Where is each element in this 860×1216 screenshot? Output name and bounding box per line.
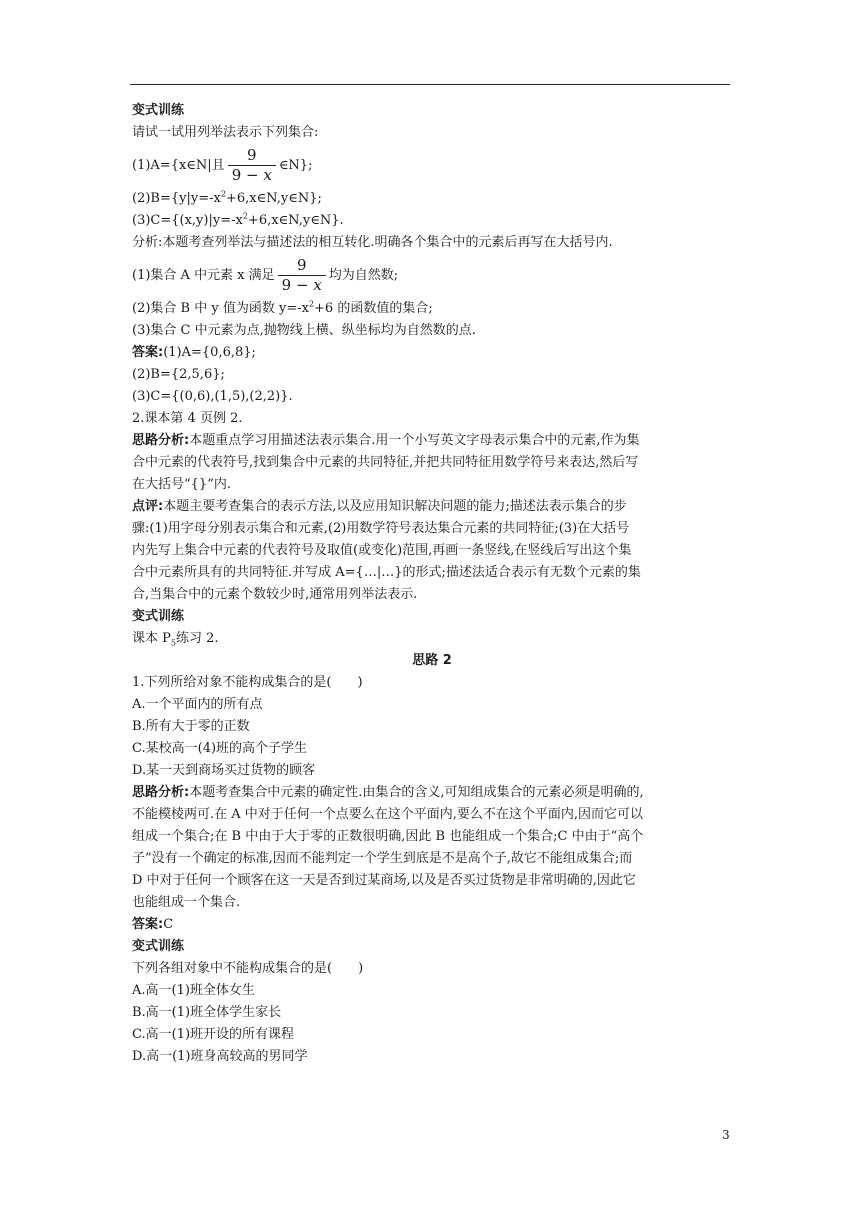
example-reference: 2.课本第 4 页例 2. <box>132 411 243 426</box>
fraction-denominator: 9 − x <box>278 275 326 293</box>
paragraph-line: 骤:(1)用字母分别表示集合和元素,(2)用数学符号表达集合元素的共同特征;(3)在大括号 <box>132 521 630 536</box>
set-a-prefix: (1)A={x∈N|且 <box>132 158 225 173</box>
answer-line: 答案:C <box>132 917 174 932</box>
answer-c: (3)C={(0,6),(1,5),(2,2)}. <box>132 389 293 404</box>
paragraph-line: D 中对于任何一个顾客在这一天是否到过某商场,以及是否买过货物是非常明确的,因此它 <box>132 873 636 888</box>
reasoning-analysis: 思路分析:本题考查集合中元素的确定性.由集合的含义,可知组成集合的元素必须是明确的, <box>132 785 644 800</box>
fraction-numerator: 9 <box>296 256 307 274</box>
comment-paragraph: 点评:本题主要考查集合的表示方法,以及应用知识解决问题的能力;描述法表示集合的步 <box>132 499 627 514</box>
option-c: C.高一(1)班开设的所有课程 <box>132 1027 295 1042</box>
paragraph-line: 合,当集合中的元素个数较少时,通常用列举法表示. <box>132 587 418 602</box>
analysis-paragraph: 分析:本题考查列举法与描述法的相互转化.明确各个集合中的元素后再写在大括号内. <box>132 235 613 250</box>
option-c: C.某校高一(4)班的高个子学生 <box>132 741 308 756</box>
paragraph-line: 不能模棱两可.在 A 中对于任何一个点要么在这个平面内,要么不在这个平面内,因而它可以 <box>132 807 644 822</box>
paragraph-line: 也能组成一个集合. <box>132 895 241 910</box>
section-heading-variant-training: 变式训练 <box>132 939 185 954</box>
reasoning-analysis: 思路分析:本题重点学习用描述法表示集合.用一个小写英文字母表示集合中的元素,作为集 <box>132 433 640 448</box>
option-a: A.一个平面内的所有点 <box>132 697 263 712</box>
paragraph-line: 合中元素的代表符号,找到集合中元素的共同特征,并把共同特征用数学符号来表达,然后写 <box>132 455 639 470</box>
answer-line: 答案:(1)A={0,6,8}; <box>132 345 256 360</box>
exercise-prompt: 请试一试用列举法表示下列集合: <box>132 125 319 140</box>
fraction-denominator: 9 − x <box>228 165 276 183</box>
answer-label: 答案: <box>132 917 164 932</box>
section-heading-variant-training: 变式训练 <box>132 103 185 118</box>
reasoning-label: 思路分析: <box>132 433 190 448</box>
answer-label: 答案: <box>132 345 164 360</box>
option-d: D.高一(1)班身高较高的男同学 <box>132 1049 308 1064</box>
header-rule <box>130 84 730 85</box>
question-1: 1.下列所给对象不能构成集合的是( ) <box>132 675 363 690</box>
reasoning-label: 思路分析: <box>132 785 190 800</box>
option-a: A.高一(1)班全体女生 <box>132 983 255 998</box>
paragraph-line: 合中元素所具有的共同特征.并写成 A={…|…}的形式;描述法适合表示有无数个元素的集 <box>132 565 641 580</box>
page-number: 3 <box>722 1128 730 1142</box>
answer-b: (2)B={2,5,6}; <box>132 367 225 382</box>
page-body <box>132 100 732 1068</box>
analysis-set-c: (3)集合 C 中元素为点,抛物线上横、纵坐标均为自然数的点. <box>132 323 476 338</box>
textbook-exercise: 课本 $P_5$练习 2. <box>132 631 219 648</box>
fraction-9-over-9-minus-x <box>228 148 276 183</box>
fraction-numerator: 9 <box>246 146 257 164</box>
comment-label: 点评: <box>132 499 164 514</box>
section-heading-variant-training: 变式训练 <box>132 609 185 624</box>
set-a-definition <box>132 144 732 188</box>
option-d: D.某一天到商场买过货物的顾客 <box>132 763 316 778</box>
option-b: B.高一(1)班全体学生家长 <box>132 1005 282 1020</box>
section-heading-approach-2: 思路 2 <box>412 653 452 668</box>
question-2: 下列各组对象中不能构成集合的是( ) <box>132 961 364 976</box>
set-c-definition: $(3)C=\{(x,y)|y=-x^2+6,x\in N,y\in N\}$. <box>132 211 344 228</box>
option-b: B.所有大于零的正数 <box>132 719 250 734</box>
analysis-set-a: (1)集合 A 中元素 x 满足 $\frac{9}{9 - x}$ 均为自然数; <box>132 256 399 294</box>
paragraph-line: 子”没有一个确定的标准,因而不能判定一个学生到底是不是高个子,故它不能组成集合;而 <box>132 851 633 866</box>
analysis-set-b: (2)集合 B 中 y 值为函数 $y=-x^2+6$ 的函数值的集合; <box>132 299 433 316</box>
paragraph-line: 内先写上集合中元素的代表符号及取值(或变化)范围,再画一条竖线,在竖线后写出这个集 <box>132 543 632 558</box>
set-b-definition: $(2)B=\{y|y=-x^2+6,x\in N,y\in N\}$; <box>132 189 322 206</box>
paragraph-line: 组成一个集合;在 B 中由于大于零的正数很明确,因此 B 也能组成一个集合;C 中由于“高个 <box>132 829 644 844</box>
paragraph-line: 在大括号“{}”内. <box>132 477 231 492</box>
set-a-suffix: ∈N}; <box>278 158 313 173</box>
fraction-9-over-9-minus-x <box>278 258 326 293</box>
